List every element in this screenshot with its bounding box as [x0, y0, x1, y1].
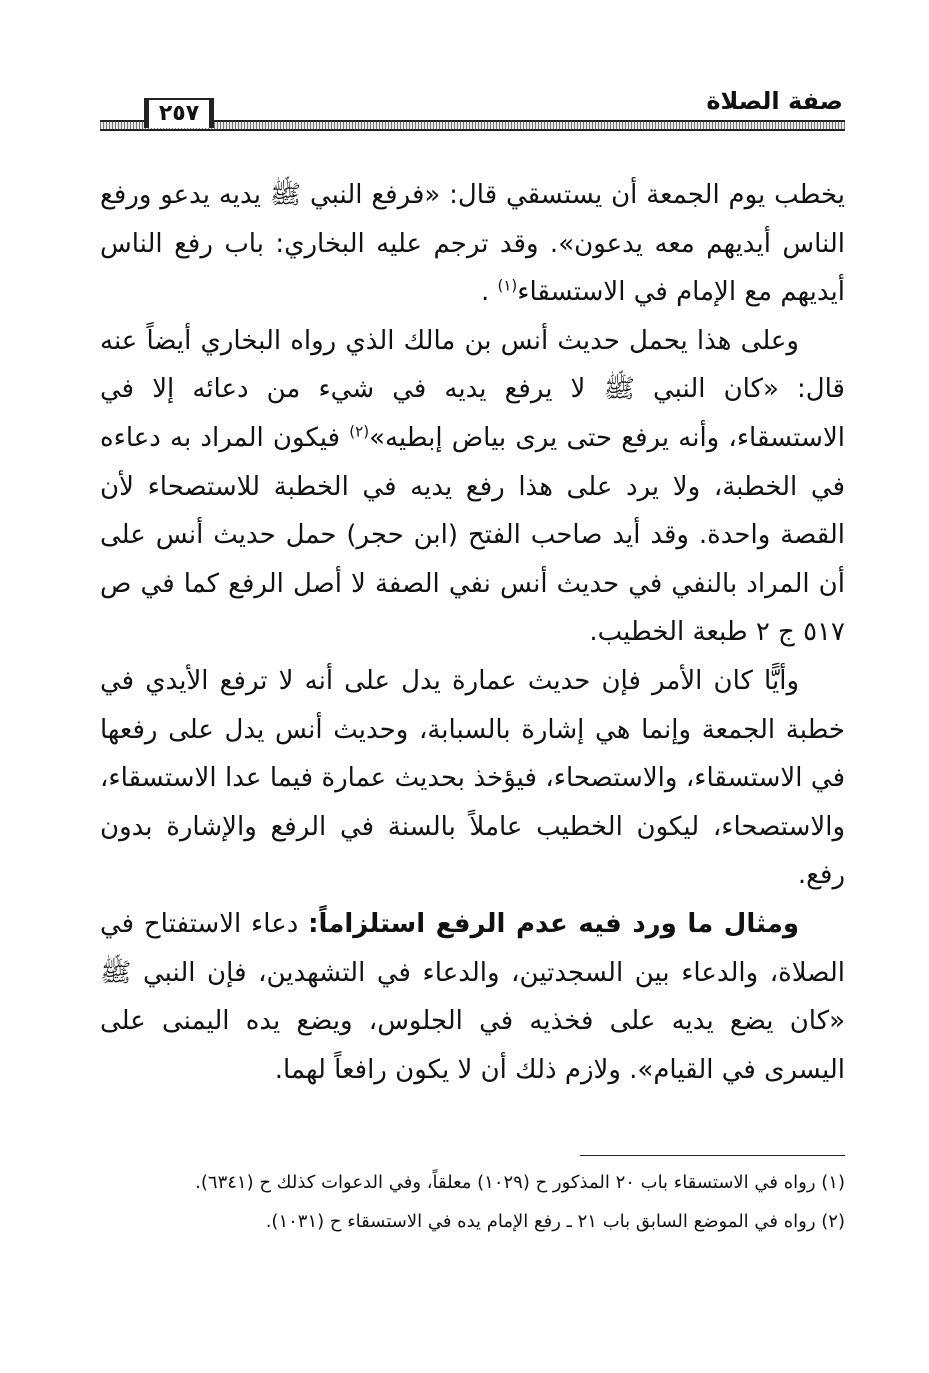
paragraph-4	[100, 900, 845, 1094]
page-header	[100, 84, 845, 134]
paragraph-3-text: وأيًّا كان الأمر فإن حديث عمارة يدل على أنه لا ترفع الأيدي في خطبة الجمعة وإنما هي إشارة بالسبابة، وحديث أنس يدل على رفعها في الاستسقاء، والاستصحاء، فيؤخذ بحديث عمارة فيما عدا الاستسقاء، والاستصحاء، ليكون الخطيب عاملاً بالسنة في الرفع والإشارة بدون رفع.	[100, 665, 845, 891]
paragraph-2	[100, 317, 845, 657]
footnote-separator	[580, 1155, 845, 1156]
paragraph-2-text-b: فيكون المراد به دعاءه في الخطبة، ولا يرد على هذا رفع يديه في الخطبة للاستصحاء لأن القصة واحدة. وقد أيد صاحب الفتح (ابن حجر) حمل حديث أنس على أن المراد بالنفي في حديث أنس نفي الصفة لا أصل الرفع كما في ص ٥١٧ ج ٢ طبعة الخطيب.	[100, 422, 845, 648]
footnotes	[100, 1166, 845, 1244]
paragraph-4-text: دعاء الاستفتاح في الصلاة، والدعاء بين السجدتين، والدعاء في التشهدين، فإن النبي ﷺ «كان يضع يديه على فخذيه في الجلوس، ويضع يده اليمنى على اليسرى في القيام». ولازم ذلك أن لا يكون رافعاً لهما.	[100, 908, 845, 1085]
footnote-ref-2[interactable]: (٢)	[349, 422, 370, 441]
paragraph-1-text: يخطب يوم الجمعة أن يستسقي قال: «فرفع النبي ﷺ يديه يدعو ورفع الناس أيديهم معه يدعون». وقد ترجم عليه البخاري: باب رفع الناس أيديهم مع الإمام في الاستسقاء	[100, 180, 845, 308]
footnote-2: (٢) رواه في الموضع السابق باب ٢١ ـ رفع الإمام يده في الاستسقاء ح (١٠٣١).	[265, 1211, 845, 1232]
footnote-1: (١) رواه في الاستسقاء باب ٢٠ المذكور ح (١٠٢٩) معلقاً، وفي الدعوات كذلك ح (٦٣٤١).	[195, 1172, 845, 1193]
paragraph-1	[100, 171, 845, 317]
paragraph-3	[100, 657, 845, 900]
page-number: ٢٥٧	[144, 98, 214, 128]
running-title: صفة الصلاة	[706, 87, 843, 115]
paragraph-2-text-a: وعلى هذا يحمل حديث أنس بن مالك الذي رواه البخاري أيضاً عنه قال: «كان النبي ﷺ لا يرفع يديه في شيء من دعائه إلا في الاستسقاء، وأنه يرفع حتى يرى بياض إبطيه»	[100, 325, 845, 453]
paragraph-1-tail: .	[480, 277, 490, 308]
paragraph-4-lead: ومثال ما ورد فيه عدم الرفع استلزاماً:	[308, 908, 800, 939]
main-text	[100, 171, 845, 1094]
footnote-ref-1[interactable]: (١)	[497, 276, 518, 295]
